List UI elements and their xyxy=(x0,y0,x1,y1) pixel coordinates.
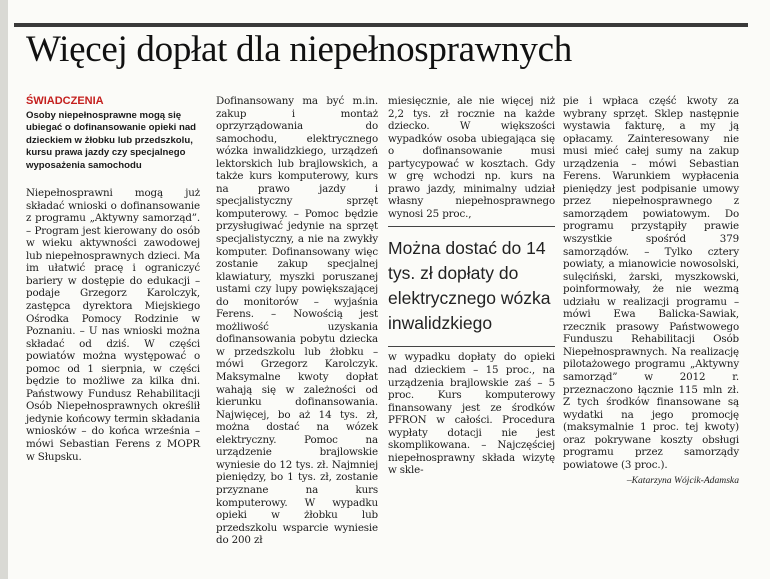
column-3-text-top: miesięcznie, ale nie więcej niż 2,2 tys. zł rocznie na każde dziecko. W większości wypadków osoba ubiegająca się o dofinansowanie musi partycypować w kosztach. Gdy w grę wchodzi np. kurs na prawo jazdy, minimalny udział własny niepełnosprawnego wynosi 25 proc., xyxy=(388,95,555,220)
author-signature: –Katarzyna Wójcik-Adamska xyxy=(626,475,739,487)
article-lead: Osoby niepełnosprawne mogą się ubiegać o dofinansowanie opieki nad dzieckiem w żłobku lub przedszkolu, kursu prawa jazdy czy specjalnego wyposażenia samochodu xyxy=(26,110,197,171)
column-2-text: Dofinansowany ma być m.in. zakup i montaż oprzyrządowania do samochodu, elektrycznego wózka inwalidzkiego, urządzeń lektorskich lub brajlowskich, a także kurs komputerowy, kurs na prawo jazdy i specjalistyczny sprzęt komputerowy. – Pomoc będzie przysługiwać jedynie na sprzęt specjalistyczny, a nie na zwykły komputer. Dofinansowany więc zostanie zakup specjalnej klawiatury, myszki poruszanej ustami czy lupy powiększającej do monitorów – wyjaśnia Ferens. – Nowością jest możliwość uzyskania dofinansowania pobytu dziecka w przedszkolu lub żłobku – mówi Grzegorz Karolczyk. Maksymalne kwoty dopłat wahają się w zależności od kierunku dofinansowania. Najwięcej, bo aż 14 tys. zł, można dostać na wózek elektryczny. Pomoc na urządzenie brajlowskie wyniesie do 12 tys. zł. Najmniej pieniędzy, bo 1 tys. zł, zostanie przyznane na kurs komputerowy. W wypadku opieki w żłobku lub przedszkolu wsparcie wyniesie do 200 zł xyxy=(216,95,378,547)
column-1-text: Niepełnosprawni mogą już składać wnioski o dofinansowanie z programu „Aktywny samorząd”. – Program jest kierowany do osób w wieku aktywności zawodowej lub niepełnosprawnych dzieci. Ma im ułatwić pracę i ograniczyć bariery w dostępie do edukacji – podaje Grzegorz Karolczyk, zastępca dyrektora Miejskiego Ośrodka Pomocy Rodzinie w Poznaniu. – U nas wnioski można składać od dziś. W części powiatów można występować o pomoc od 1 sierpnia, w części będzie to możliwe za kilka dni. Państwowy Fundusz Rehabilitacji Osób Niepełnosprawnych określił jedynie końcowy termin składania wniosków – do końca września – mówi Sebastian Ferens z MOPR w Słupsku. xyxy=(26,187,200,463)
column-4-text: pie i wpłaca część kwoty za wybrany sprzęt. Sklep następnie wystawia fakturę, a my ją opłacamy. Zainteresowany nie musi mieć całej sumy na zakup urządzenia – mówi Sebastian Ferens. Warunkiem wypłacenia pieniędzy jest podpisanie umowy przez niepełnosprawnego z samorządem powiatowym. Do programu przystąpiły prawie wszystkie spośród 379 samorządów. – Tylko cztery powiaty, a mianowicie nowosolski, sulęciński, żarski, myszkowski, poinformowały, że nie wezmą udziału w realizacji programu – mówi Ewa Balicka-Sawiak, rzecznik prasowy Państwowego Funduszu Rehabilitacji Osób Niepełnosprawnych. Na realizację pilotażowego programu „Aktywny samorząd” w 2012 r. przeznaczono łącznie 115 mln zł. Z tych środków finansowane są wydatki na jego promocję (maksymalnie 1 proc. tej kwoty) oraz pokrywane koszty obsługi programu przez samorządy powiatowe (3 proc.). xyxy=(563,95,739,471)
column-2 xyxy=(216,95,378,547)
column-3-text-bottom: w wypadku dopłaty do opieki nad dzieckiem – 15 proc., na urządzenia brajlowskie zaś – 5 proc. Kurs komputerowy finansowany jest ze środków PFRON w całości. Procedura wypłaty dotacji nie jest skomplikowana. – Najczęściej niepełnosprawny składa wizytę w skle- xyxy=(388,351,555,477)
page-edge xyxy=(0,0,8,579)
top-rule xyxy=(14,23,748,27)
column-3 xyxy=(388,95,555,477)
column-4 xyxy=(563,95,739,486)
section-kicker: ŚWIADCZENIA xyxy=(26,95,104,107)
column-1 xyxy=(26,95,200,463)
article-title: Więcej dopłat dla niepełnosprawnych xyxy=(26,29,572,70)
pull-quote: Można dostać do 14 tys. zł dopłaty do elektrycznego wózka inwalidzkiego xyxy=(388,226,555,347)
